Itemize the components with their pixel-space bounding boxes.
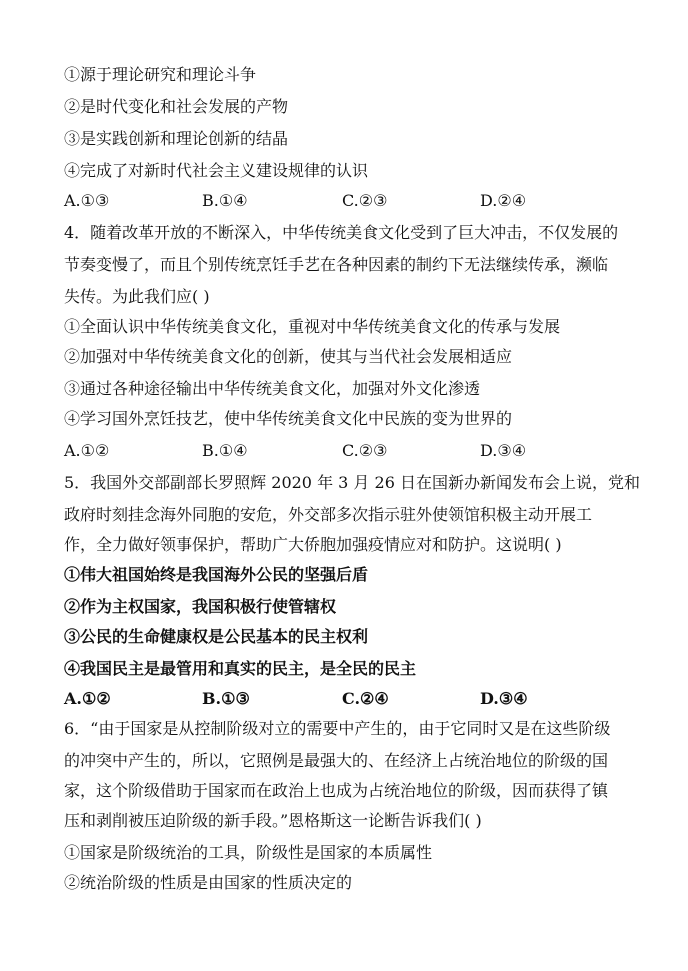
q4-item-4: ④学习国外烹饪技艺，使中华传统美食文化中民族的变为世界的: [64, 409, 513, 428]
q4-option-a: A.①②: [64, 441, 110, 460]
q4-item-3: ③通过各种途径输出中华传统美食文化，加强对外文化渗透: [64, 379, 481, 398]
q6-stem-line-2: 的冲突中产生的，所以，它照例是最强大的、在经济上占统治地位的阶级的国: [64, 751, 609, 770]
q4-option-c: C.②③: [342, 441, 388, 460]
q5-item-2: ②作为主权国家，我国积极行使管辖权: [64, 597, 337, 616]
q3-option-c: C.②③: [342, 191, 388, 210]
q5-item-1: ①伟大祖国始终是我国海外公民的坚强后盾: [64, 565, 369, 584]
q3-option-b: B.①④: [202, 191, 248, 210]
q5-stem-line-2: 政府时刻挂念海外同胞的安危，外交部多次指示驻外使领馆积极主动开展工: [64, 505, 593, 524]
q5-item-3: ③公民的生命健康权是公民基本的民主权利: [64, 627, 369, 646]
q5-option-a: A.①②: [64, 689, 111, 708]
q3-options: [64, 190, 664, 212]
q3-item-4: ④完成了对新时代社会主义建设规律的认识: [64, 161, 369, 180]
q4-stem-line-2: 节奏变慢了，而且个别传统烹饪手艺在各种因素的制约下无法继续传承，濒临: [64, 255, 609, 274]
q5-stem-line-3: 作，全力做好领事保护，帮助广大侨胞加强疫情应对和防护。这说明( ): [64, 535, 562, 554]
q3-item-1: ①源于理论研究和理论斗争: [64, 65, 257, 84]
q4-item-2: ②加强对中华传统美食文化的创新，使其与当代社会发展相适应: [64, 347, 513, 366]
q6-item-2: ②统治阶级的性质是由国家的性质决定的: [64, 873, 353, 892]
q5-stem-line-1: 5．我国外交部副部长罗照辉 2020 年 3 月 26 日在国新办新闻发布会上说，党和: [64, 473, 640, 492]
q3-option-d: D.②④: [480, 191, 527, 210]
q4-stem-line-1: 4．随着改革开放的不断深入，中华传统美食文化受到了巨大冲击，不仅发展的: [64, 223, 619, 242]
q3-option-a: A.①③: [64, 191, 110, 210]
q4-option-d: D.③④: [480, 441, 527, 460]
q4-stem-line-3: 失传。为此我们应( ): [64, 287, 210, 306]
q5-option-d: D.③④: [480, 689, 528, 708]
q4-option-b: B.①④: [202, 441, 248, 460]
q5-option-b: B.①③: [202, 689, 250, 708]
q3-item-2: ②是时代变化和社会发展的产物: [64, 97, 289, 116]
q3-item-3: ③是实践创新和理论创新的结晶: [64, 129, 289, 148]
q5-option-c: C.②④: [342, 689, 389, 708]
q6-item-1: ①国家是阶级统治的工具，阶级性是国家的本质属性: [64, 843, 433, 862]
q6-stem-line-3: 家，这个阶级借助于国家而在政治上也成为占统治地位的阶级，因而获得了镇: [64, 781, 609, 800]
q5-item-4: ④我国民主是最管用和真实的民主，是全民的民主: [64, 659, 417, 678]
q4-options: [64, 440, 664, 462]
q4-item-1: ①全面认识中华传统美食文化，重视对中华传统美食文化的传承与发展: [64, 317, 561, 336]
q6-stem-line-4: 压和剥削被压迫阶级的新手段。”恩格斯这一论断告诉我们( ): [64, 811, 482, 830]
q5-options: [64, 688, 664, 710]
q6-stem-line-1: 6．“由于国家是从控制阶级对立的需要中产生的，由于它同时又是在这些阶级: [64, 719, 611, 738]
